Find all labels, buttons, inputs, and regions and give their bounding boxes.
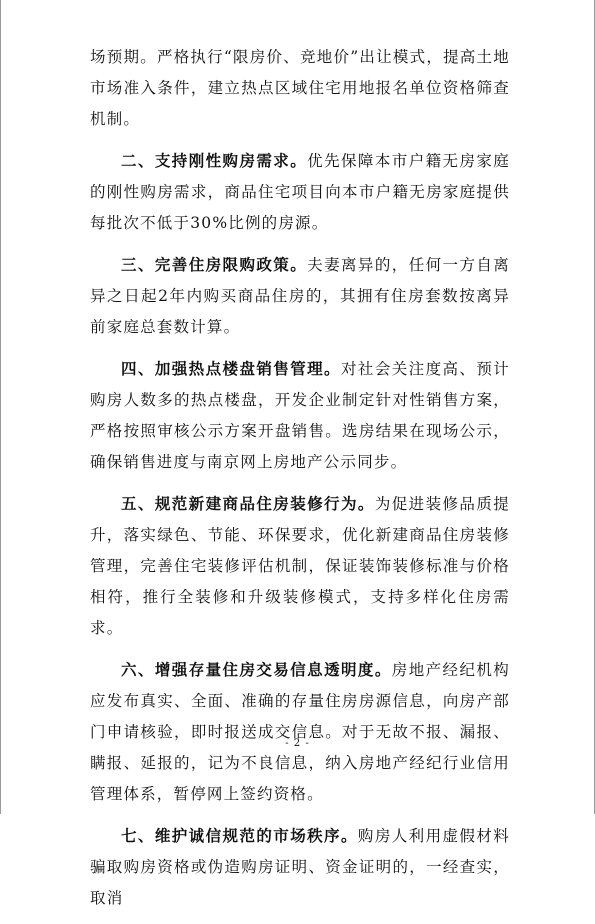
section-6-heading: 六、增强存量住房交易信息透明度。: [121, 660, 392, 679]
page-number: - 2 -: [285, 738, 310, 749]
section-2-text: 优先保障本市户籍无房家庭的刚性购房需求，商品住宅项目向本市户籍无房家庭提供每批次不低于30%比例的房源。: [90, 152, 511, 232]
section-5-text: 为促进装修品质提升，落实绿色、节能、环保要求，优化新建商品住房装修管理，完善住宅装修评估机制，保证装饰装修标准与价格相符，推行全装修和升级装修模式，支持多样化住房需求。: [90, 495, 510, 637]
section-7-heading: 七、维护诚信规范的市场秩序。: [121, 826, 358, 845]
section-4-text: 对社会关注度高、预计购房人数多的热点楼盘，开发企业制定针对性销售方案，严格按照审核公示方案开盘销售。选房结果在现场公示，确保销售进度与南京网上房地产公示同步。: [90, 360, 510, 471]
section-5-heading: 五、规范新建商品住房装修行为。: [121, 494, 375, 513]
section-3-heading: 三、完善住房限购政策。: [121, 255, 308, 274]
section-2-heading: 二、支持刚性购房需求。: [121, 151, 308, 170]
section-4-heading: 四、加强热点楼盘销售管理。: [121, 359, 341, 378]
section-3-text: 夫妻离异的，任何一方自离异之日起2年内购买商品住房的，其拥有住房套数按离异前家庭总套数计算。: [90, 256, 511, 336]
paragraph-continuation: [90, 42, 510, 135]
paragraph-text: 场预期。严格执行“限房价、竞地价”出让模式，提高土地市场准入条件，建立热点区域住宅用地报名单位资格筛查机制。: [90, 48, 510, 128]
page-border-left: [0, 0, 1, 814]
section-6-paragraph: [90, 654, 510, 810]
section-7-text: 购房人利用虚假材料骗取购房资格或伪造购房证明、资金证明的，一经查实，取消: [90, 827, 510, 907]
document-body: [90, 42, 510, 924]
section-7-paragraph: [90, 820, 510, 914]
section-2-paragraph: [90, 145, 510, 239]
section-6-text: 房地产经纪机构应发布真实、全面、准确的存量住房房源信息，向房产部门申请核验，即时报送成交信息。对于无故不报、漏报、瞒报、延报的，记为不良信息，纳入房地产经纪行业信用管理体系，暂停网上签约资格。: [90, 661, 511, 803]
section-4-paragraph: [90, 353, 510, 478]
section-3-paragraph: [90, 249, 510, 343]
section-5-paragraph: [90, 488, 510, 644]
